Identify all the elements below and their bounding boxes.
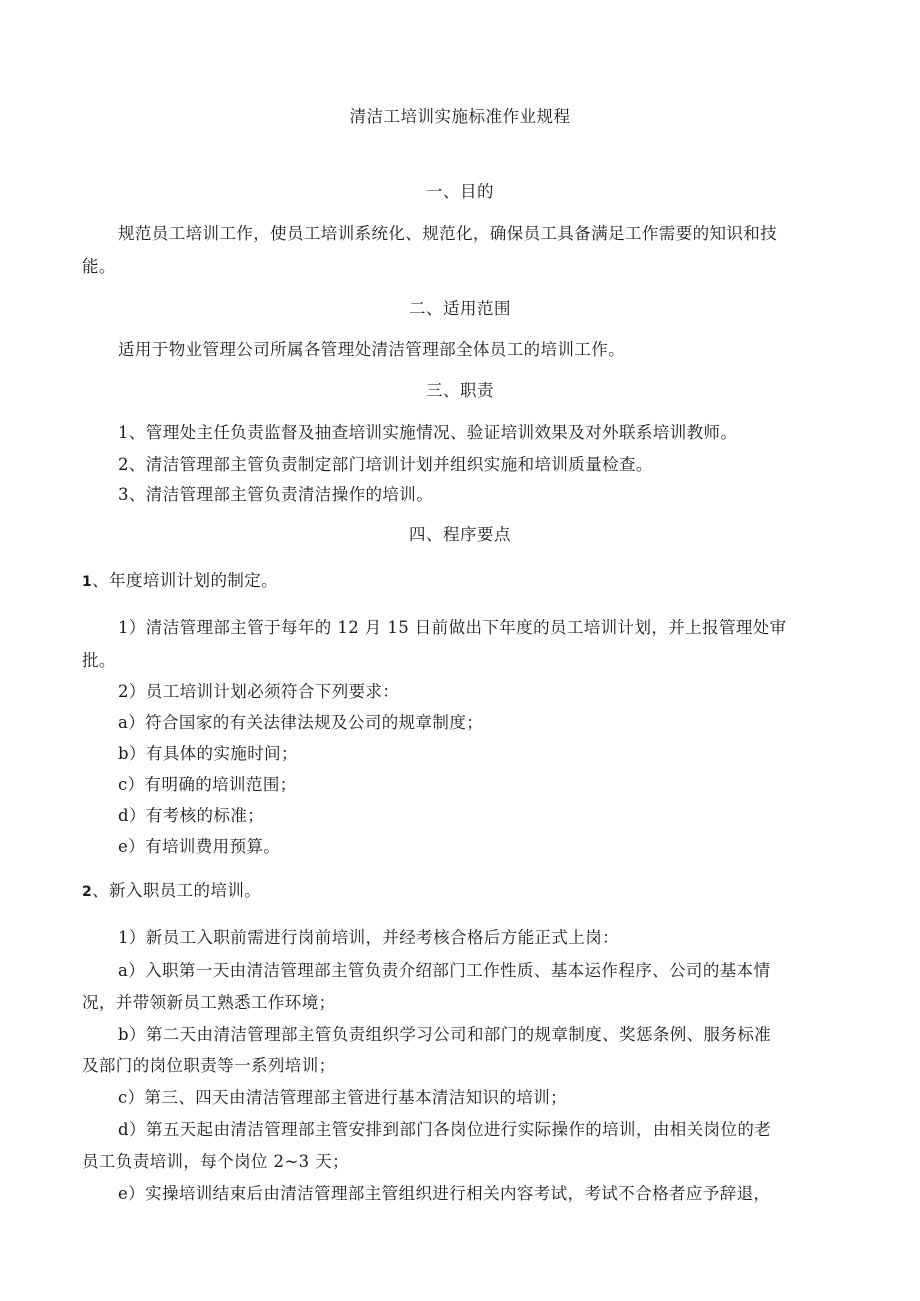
- newhire-step-d-line2: 员工负责培训，每个岗位 2~3 天；: [82, 1152, 350, 1171]
- plan-requirement-item: d）有考核的标准；: [118, 806, 265, 825]
- plan-paragraph-line2: 批。: [82, 651, 116, 670]
- plan-requirement-item: b）有具体的实施时间；: [118, 744, 298, 763]
- procedure-point-1-heading: [82, 567, 278, 591]
- duty-item: 1、管理处主任负责监督及抽查培训实施情况、验证培训效果及对外联系培训教师。: [118, 423, 738, 442]
- plan-paragraph-line1: 1）清洁管理部主管于每年的 12 月 15 日前做出下年度的员工培训计划，并上报管理处审: [118, 618, 787, 637]
- newhire-step-e-line1: e）实操培训结束后由清洁管理部主管组织进行相关内容考试，考试不合格者应予辞退，: [118, 1184, 771, 1203]
- newhire-step-b-line1: b）第二天由清洁管理部主管负责组织学习公司和部门的规章制度、奖惩条例、服务标准: [118, 1025, 772, 1044]
- newhire-step-b-line2: 及部门的岗位职责等一系列培训；: [82, 1056, 336, 1075]
- document-title: 清洁工培训实施标准作业规程: [349, 107, 571, 126]
- paragraph-purpose-line2: 能。: [82, 257, 116, 276]
- duty-item: 2、清洁管理部主管负责制定部门培训计划并组织实施和培训质量检查。: [118, 455, 653, 474]
- section-heading-duties: 三、职责: [426, 381, 494, 400]
- newhire-intro: 1）新员工入职前需进行岗前培训，并经考核合格后方能正式上岗：: [118, 928, 619, 947]
- procedure-point-number: 2: [82, 884, 93, 900]
- paragraph-scope: 适用于物业管理公司所属各管理处清洁管理部全体员工的培训工作。: [118, 340, 625, 359]
- section-heading-procedure: 四、程序要点: [409, 525, 511, 544]
- plan-requirement-item: a）符合国家的有关法律法规及公司的规章制度；: [118, 713, 484, 732]
- plan-requirement-item: c）有明确的培训范围；: [118, 775, 297, 794]
- section-heading-purpose: 一、目的: [426, 182, 494, 201]
- procedure-point-title: 、新入职员工的培训。: [92, 881, 262, 900]
- newhire-step-d-line1: d）第五天起由清洁管理部主管安排到部门各岗位进行实际操作的培训，由相关岗位的老: [118, 1120, 772, 1139]
- procedure-point-title: 、年度培训计划的制定。: [92, 571, 279, 590]
- section-heading-scope: 二、适用范围: [409, 299, 511, 318]
- procedure-point-2-heading: [82, 877, 261, 901]
- plan-requirements-intro: 2）员工培训计划必须符合下列要求：: [118, 682, 400, 701]
- newhire-step-a-line1: a）入职第一天由清洁管理部主管负责介绍部门工作性质、基本运作程序、公司的基本情: [118, 961, 771, 980]
- plan-requirement-item: e）有培训费用预算。: [118, 837, 281, 856]
- newhire-step-c: c）第三、四天由清洁管理部主管进行基本清洁知识的培训；: [118, 1088, 568, 1107]
- newhire-step-a-line2: 况，并带领新员工熟悉工作环境；: [82, 993, 336, 1012]
- procedure-point-number: 1: [82, 574, 93, 590]
- paragraph-purpose-line1: 规范员工培训工作，使员工培训系统化、规范化，确保员工具备满足工作需要的知识和技: [118, 224, 778, 243]
- duty-item: 3、清洁管理部主管负责清洁操作的培训。: [118, 485, 434, 504]
